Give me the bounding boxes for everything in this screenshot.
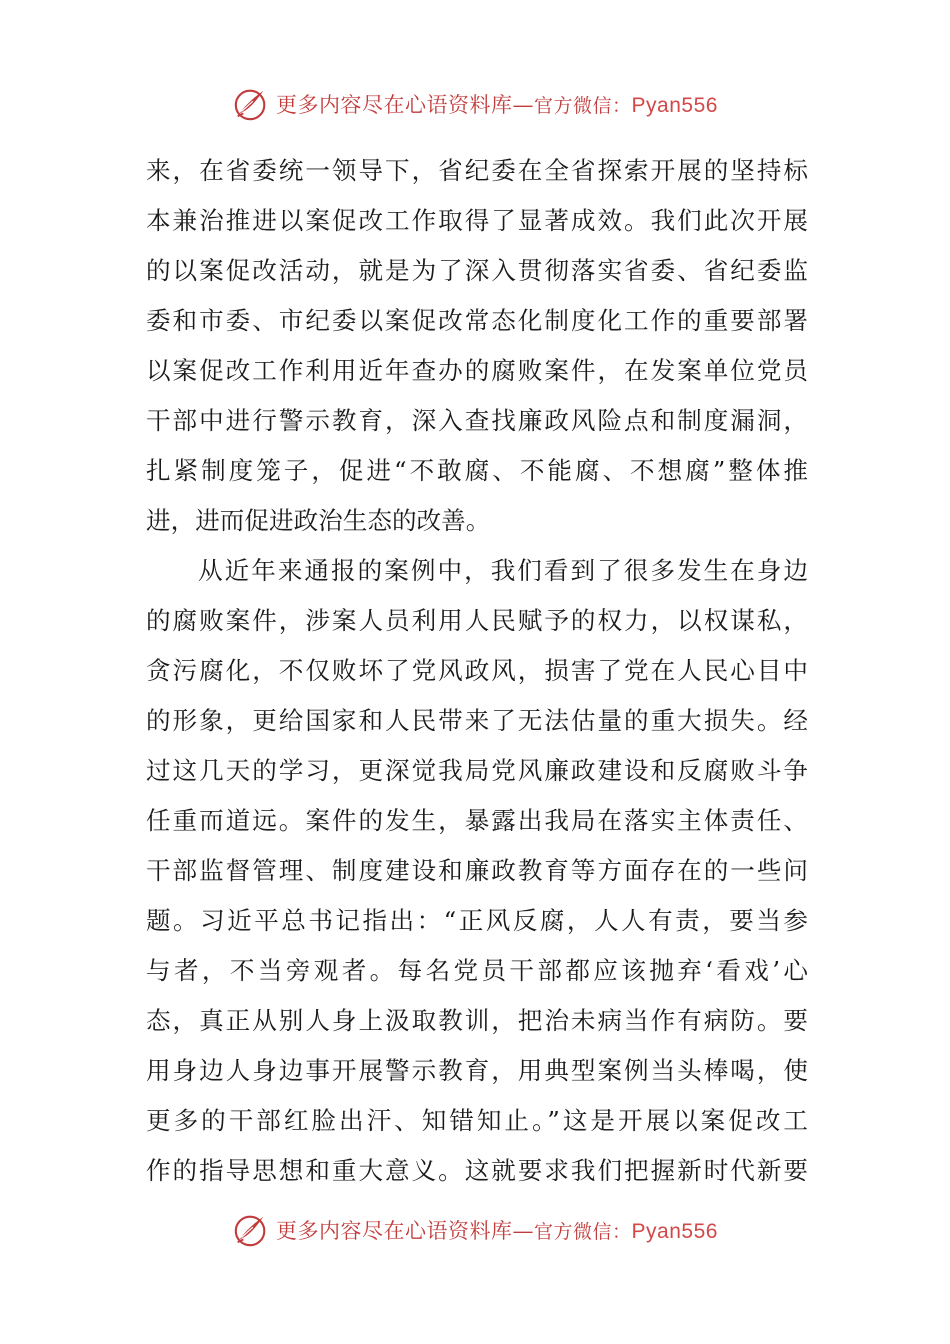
banner-dash: —: [512, 93, 535, 117]
text-line: 以案促改工作利用近年查办的腐败案件，在发案单位党员: [146, 356, 808, 385]
text-line: 进，进而促进政治生态的改善。: [146, 506, 491, 535]
text-line: 干部监督管理、制度建设和廉政教育等方面存在的一些问: [146, 856, 808, 885]
text-line: 与者，不当旁观者。每名党员干部都应该抛弃‘看戏’心: [146, 956, 808, 985]
banner-dash: —: [512, 1219, 535, 1243]
banner-wechat-id: Pyan556: [631, 1220, 718, 1243]
text-line: 的腐败案件，涉案人员利用人民赋予的权力，以权谋私，: [146, 606, 808, 635]
text-line: 更多的干部红脸出汗、知错知止。”这是开展以案促改工: [146, 1106, 808, 1135]
footer-banner: [0, 1206, 950, 1254]
text-line: 的以案促改活动，就是为了深入贯彻落实省委、省纪委监: [146, 256, 808, 285]
document-body: [146, 146, 808, 1196]
banner-label: 官方微信：: [534, 95, 632, 117]
banner-text: [276, 1215, 718, 1245]
banner-site: 更多内容尽在心语资料库: [276, 1219, 513, 1243]
text-line: 题。习近平总书记指出：“正风反腐，人人有责，要当参: [146, 906, 808, 935]
banner-text: [276, 89, 718, 119]
quill-logo-icon: [232, 85, 270, 123]
text-line: 过这几天的学习，更深觉我局党风廉政建设和反腐败斗争: [146, 756, 808, 785]
quill-logo-icon: [232, 1211, 270, 1249]
text-line: 用身边人身边事开展警示教育，用典型案例当头棒喝，使: [146, 1056, 808, 1085]
banner-wechat-id: Pyan556: [631, 94, 718, 117]
text-line: 任重而道远。案件的发生，暴露出我局在落实主体责任、: [146, 806, 808, 835]
text-line: 的形象，更给国家和人民带来了无法估量的重大损失。经: [146, 706, 808, 735]
banner-site: 更多内容尽在心语资料库: [276, 93, 513, 117]
text-line: 来，在省委统一领导下，省纪委在全省探索开展的坚持标: [146, 156, 808, 185]
text-line: 作的指导思想和重大意义。这就要求我们把握新时代新要: [146, 1156, 808, 1185]
text-line: 态，真正从别人身上汲取教训，把治未病当作有病防。要: [146, 1006, 808, 1035]
text-line: 委和市委、市纪委以案促改常态化制度化工作的重要部署: [146, 306, 808, 335]
banner-label: 官方微信：: [534, 1221, 632, 1243]
text-line: 本兼治推进以案促改工作取得了显著成效。我们此次开展: [146, 206, 808, 235]
paragraph-start-line: 从近年来通报的案例中，我们看到了很多发生在身边: [198, 556, 808, 585]
text-line: 干部中进行警示教育，深入查找廉政风险点和制度漏洞，: [146, 406, 808, 435]
text-line: 扎紧制度笼子，促进“不敢腐、不能腐、不想腐”整体推: [146, 456, 808, 485]
header-banner: [0, 80, 950, 128]
text-line: 贪污腐化，不仅败坏了党风政风，损害了党在人民心目中: [146, 656, 808, 685]
